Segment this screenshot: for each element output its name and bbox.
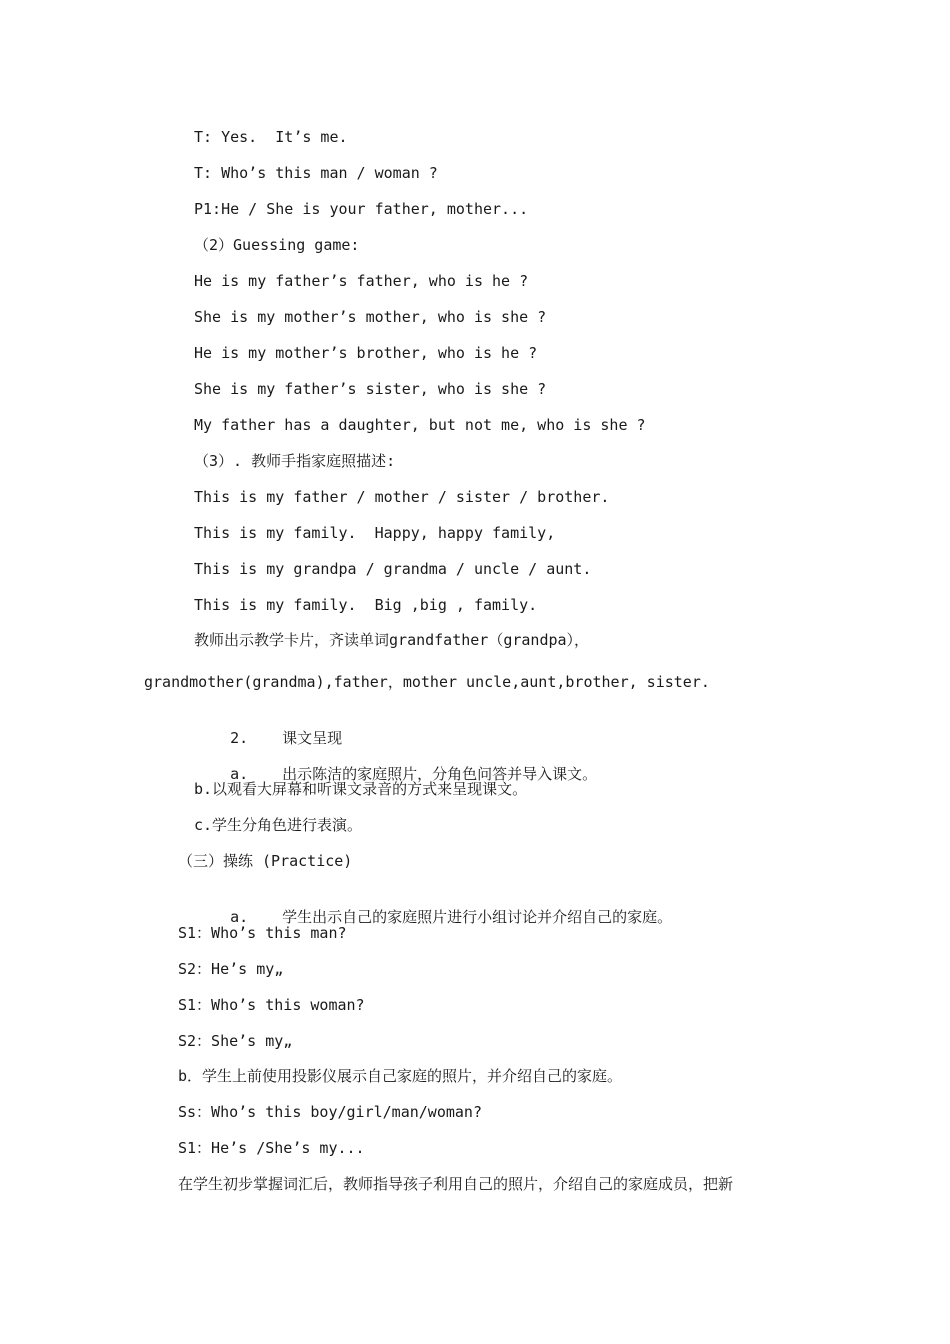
- dialogue-line: S1：He’s /She’s my...: [178, 1139, 365, 1157]
- text-line: This is my father / mother / sister / brother.: [194, 488, 610, 506]
- text-line: P1:He / She is your father, mother...: [194, 200, 529, 218]
- text-line: This is my family. Happy, happy family,: [194, 524, 556, 542]
- dialogue-line: S2：She’s my„: [178, 1032, 293, 1050]
- dialogue-line: S2：He’s my„: [178, 960, 284, 978]
- text-line: She is my mother’s mother, who is she ?: [194, 308, 547, 326]
- text-line: （2）Guessing game:: [194, 236, 360, 254]
- dialogue-line: S1：Who’s this woman?: [178, 996, 365, 1014]
- text-line: （3）. 教师手指家庭照描述:: [194, 452, 396, 470]
- text-line: This is my family. Big ,big , family.: [194, 596, 538, 614]
- text-line: T: Who’s this man / woman ?: [194, 164, 438, 182]
- item-text: 学生出示自己的家庭照片进行小组讨论并介绍自己的家庭。: [282, 908, 673, 926]
- section-heading: （三）操练 (Practice): [178, 852, 353, 870]
- dialogue-line: Ss：Who’s this boy/girl/man/woman?: [178, 1103, 482, 1121]
- text-line: He is my mother’s brother, who is he ?: [194, 344, 538, 362]
- list-item: b.以观看大屏幕和听课文录音的方式来呈现课文。: [194, 780, 528, 798]
- text-line: My father has a daughter, but not me, who is she ?: [194, 416, 646, 434]
- text-line: She is my father’s sister, who is she ?: [194, 380, 547, 398]
- item-text: 课文呈现: [282, 729, 343, 747]
- text-line: 教师出示教学卡片，齐读单词grandfather（grandpa），: [194, 631, 590, 649]
- text-line: T: Yes. It’s me.: [194, 128, 348, 146]
- item-letter: a.: [230, 765, 249, 783]
- text-line: He is my father’s father, who is he ?: [194, 272, 529, 290]
- list-item: b．学生上前使用投影仪展示自己家庭的照片，并介绍自己的家庭。: [178, 1067, 623, 1085]
- text-line: This is my grandpa / grandma / uncle / aunt.: [194, 560, 592, 578]
- list-item: c.学生分角色进行表演。: [194, 816, 363, 834]
- text-line: grandmother(grandma),father，mother uncle,aunt,brother, sister.: [144, 673, 710, 691]
- text-line: 在学生初步掌握词汇后，教师指导孩子利用自己的照片，介绍自己的家庭成员，把新: [178, 1175, 734, 1193]
- item-number: 2.: [230, 729, 249, 747]
- dialogue-line: S1：Who’s this man?: [178, 924, 347, 942]
- item-letter: a.: [230, 908, 249, 926]
- item-text: 出示陈洁的家庭照片，分角色问答并导入课文。: [282, 765, 598, 783]
